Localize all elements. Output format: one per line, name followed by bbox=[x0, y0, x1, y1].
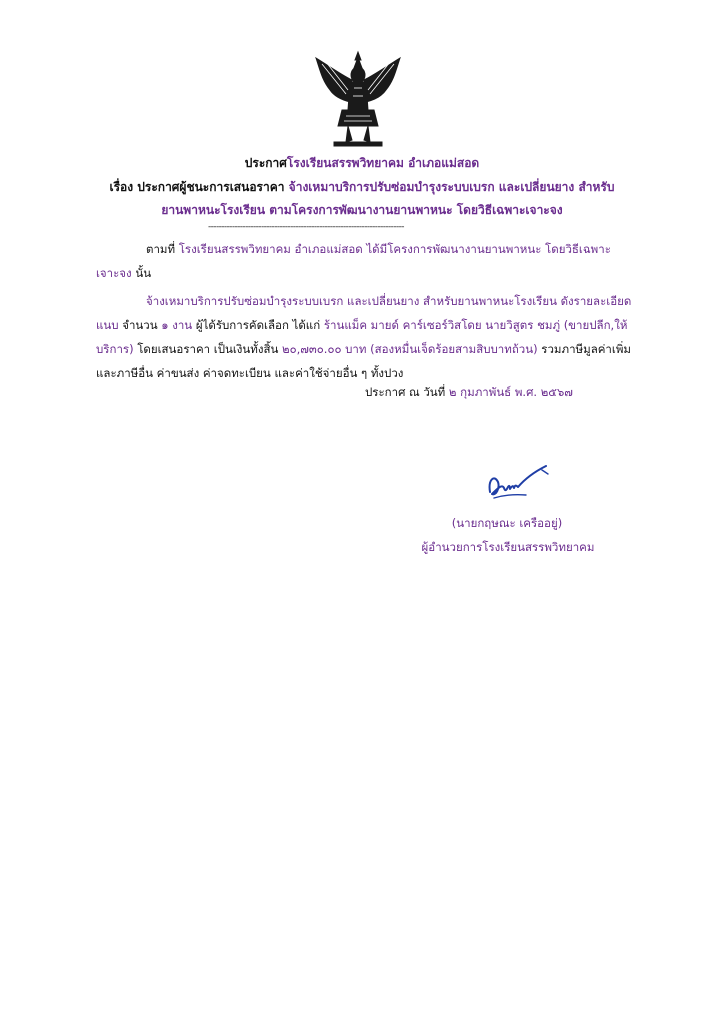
p1-organization: โรงเรียนสรรพวิทยาคม อำเภอแม่สอด bbox=[178, 242, 363, 256]
paragraph-background bbox=[96, 237, 642, 285]
signature-image bbox=[482, 458, 552, 508]
p1-end: นั้น bbox=[135, 266, 152, 280]
subject-line bbox=[40, 176, 684, 198]
header-divider: -------------------------------------------------------------------------- bbox=[208, 222, 404, 232]
signer-title: ผู้อำนวยการโรงเรียนสรรพวิทยาคม bbox=[421, 540, 595, 554]
p2-qty: ๑ งาน bbox=[161, 318, 193, 332]
title-organization: โรงเรียนสรรพวิทยาคม อำเภอแม่สอด bbox=[286, 156, 480, 170]
p2-offer: โดยเสนอราคา เป็นเงินทั้งสิ้น bbox=[137, 342, 279, 356]
announcement-title bbox=[40, 152, 684, 174]
p2-vendor: ร้านแม็ค มายด์ คาร์เซอร์วิสโดย นายวิสูตร ชมภู่ (ขายปลีก,ให้บริการ) bbox=[96, 318, 628, 356]
paragraph-award bbox=[96, 289, 642, 385]
date-label: ประกาศ ณ วันที่ bbox=[365, 385, 446, 399]
p1-lead: ตามที่ bbox=[146, 242, 176, 256]
date-value: ๒ กุมภาพันธ์ พ.ศ. ๒๕๖๗ bbox=[448, 385, 573, 399]
subject-continuation: ยานพาหนะโรงเรียน ตามโครงการพัฒนางานยานพาหนะ โดยวิธีเฉพาะเจาะจง bbox=[161, 203, 563, 217]
p2-selected: ผู้ได้รับการคัดเลือก ได้แก่ bbox=[195, 318, 321, 332]
p2-job: จ้างเหมาบริการปรับซ่อมบำรุงระบบเบรก และเปลี่ยนยาง สำหรับยานพาหนะโรงเรียน ดังรายละเอียดแนบ bbox=[96, 294, 632, 332]
p2-tail: รวมภาษีมูลค่าเพิ่มและภาษีอื่น ค่าขนส่ง ค่าจดทะเบียน และค่าใช้จ่ายอื่น ๆ ทั้งปวง bbox=[96, 342, 631, 380]
announcement-date bbox=[365, 384, 573, 402]
title-prefix: ประกาศ bbox=[244, 156, 287, 170]
subject-prefix: เรื่อง ประกาศผู้ชนะการเสนอราคา bbox=[109, 180, 285, 194]
p2-amount: ๒๐,๗๓๐.๐๐ บาท (สองหมื่นเจ็ดร้อยสามสิบบาทถ้วน) bbox=[282, 342, 538, 356]
signer-name: (นายกฤษณะ เครืออยู่) bbox=[451, 516, 563, 530]
subject-text: จ้างเหมาบริการปรับซ่อมบำรุงระบบเบรก และเปลี่ยนยาง สำหรับ bbox=[288, 180, 615, 194]
p1-project: ได้มีโครงการพัฒนางานยานพาหนะ โดยวิธีเฉพาะเจาะจง bbox=[96, 242, 611, 280]
garuda-emblem bbox=[312, 50, 404, 150]
p2-qty-label: จำนวน bbox=[122, 318, 158, 332]
